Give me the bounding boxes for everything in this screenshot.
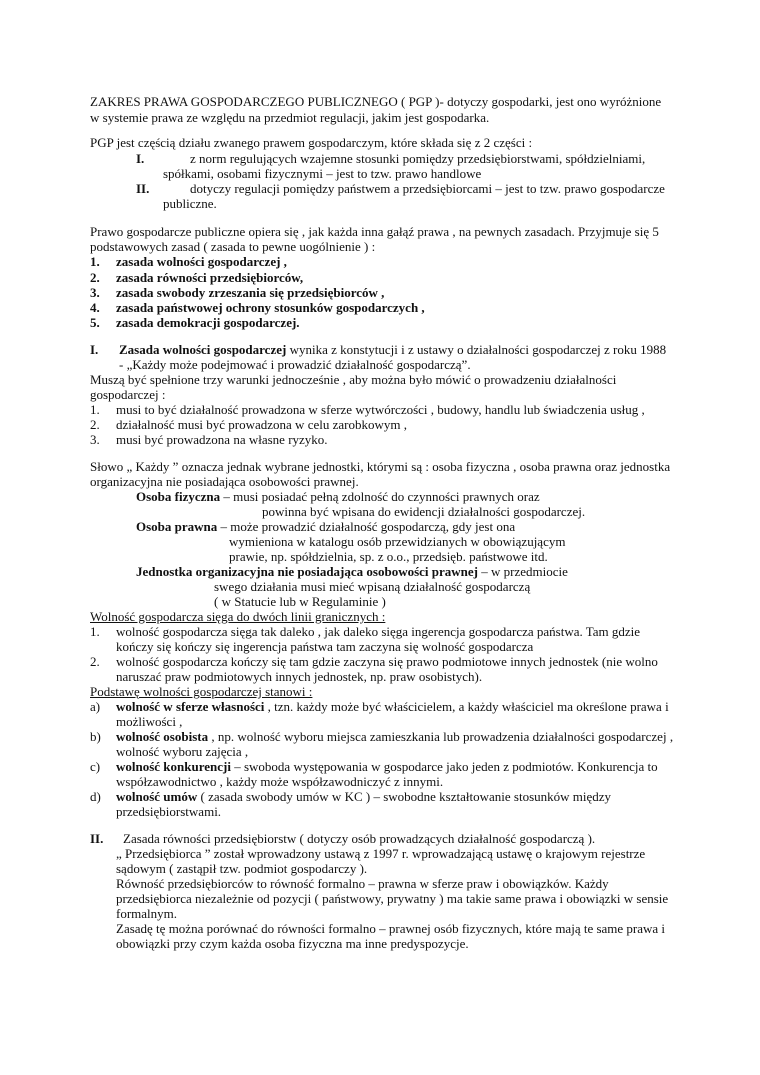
condition-text: musi być prowadzona na własne ryzyko.	[116, 432, 328, 447]
principle-text: zasada demokracji gospodarczej.	[116, 315, 300, 330]
basis-term: wolność umów	[116, 789, 198, 804]
condition-text: działalność musi być prowadzona w celu zarobkowym ,	[116, 417, 407, 432]
principles-lead: podstawowych zasad ( zasada to pewne uogólnienie ) :	[90, 239, 376, 254]
osoba-fizyczna	[136, 489, 540, 504]
definition-text: swego działania musi mieć wpisaną działalność gospodarczą	[214, 579, 531, 594]
basis-letter: d)	[90, 789, 101, 804]
principle-number: 1.	[90, 254, 100, 269]
principle-number: 2.	[90, 270, 100, 285]
conditions-lead: gospodarczej :	[90, 387, 166, 402]
basis-letter: a)	[90, 699, 101, 714]
definition-term: Osoba prawna	[136, 519, 218, 534]
definition-term: Osoba fizyczna	[136, 489, 221, 504]
basis-text: przedsiębiorstwami.	[116, 804, 222, 819]
section-paragraph: „ Przedsiębiorca ” został wprowadzony ustawą z 1997 r. wprowadzającą ustawę o krajowym rejestrze	[116, 846, 646, 861]
basis-item	[116, 759, 658, 774]
basis-term: wolność w sferze własności	[116, 699, 265, 714]
basis-text: możliwości ,	[116, 714, 183, 729]
definition-text: – w przedmiocie	[478, 564, 568, 579]
section-paragraph: obowiązki przy czym każda osoba fizyczna ma inne predyspozycje.	[116, 936, 469, 951]
pgp-lead: PGP jest częścią działu zwanego prawem gospodarczym, które składa się z 2 części :	[90, 135, 533, 150]
definition-text: ( w Statucie lub w Regulaminie )	[214, 594, 386, 609]
basis-item	[116, 789, 611, 804]
limit-number: 1.	[90, 624, 100, 639]
pgp-item-number: II.	[136, 181, 150, 196]
limit-number: 2.	[90, 654, 100, 669]
pgp-item-text: z norm regulujących wzajemne stosunki pomiędzy przedsiębiorstwami, spółdzielniami,	[190, 151, 646, 166]
condition-number: 2.	[90, 417, 100, 432]
kazdy-paragraph: organizacyjna nie posiadająca osobowości prawnej.	[90, 474, 359, 489]
principle-text: zasada wolności gospodarczej ,	[116, 254, 287, 269]
definition-text: – musi posiadać pełną zdolność do czynności prawnych oraz	[220, 489, 540, 504]
intro-line: ZAKRES PRAWA GOSPODARCZEGO PUBLICZNEGO ( PGP )- dotyczy gospodarki, jest ono wyróżnione	[90, 94, 662, 109]
definition-text: – może prowadzić działalność gospodarczą, gdy jest ona	[217, 519, 516, 534]
pgp-item-text: spółkami, osobami fizycznymi – jest to tzw. prawo handlowe	[163, 166, 482, 181]
condition-number: 3.	[90, 432, 100, 447]
basis-letter: b)	[90, 729, 101, 744]
basis-heading: Podstawę wolności gospodarczej stanowi :	[90, 684, 313, 699]
section-number: I.	[90, 342, 99, 357]
principle-text: zasada równości przedsiębiorców,	[116, 270, 304, 285]
basis-text: – swoboda występowania w gospodarce jako jeden z podmiotów. Konkurencja to	[230, 759, 658, 774]
conditions-lead: Muszą być spełnione trzy warunki jednocześnie , aby można było mówić o prowadzeniu działalności	[90, 372, 617, 387]
condition-text: musi to być działalność prowadzona w sferze wytwórczości , budowy, handlu lub świadczenia usług ,	[116, 402, 645, 417]
basis-letter: c)	[90, 759, 101, 774]
basis-term: wolność konkurencji	[116, 759, 231, 774]
basis-text: współzawodnictwo , każdy może współzawodniczyć z innymi.	[116, 774, 444, 789]
principle-text: zasada swobody zrzeszania się przedsiębiorców ,	[116, 285, 385, 300]
section-paragraph: przedsiębiorca niezależnie od pozycji ( państwowy, prywatny ) ma takie same prawa i obowiązki w sensie	[116, 891, 669, 906]
definition-text: prawie, np. spółdzielnia, sp. z o.o., przedsięb. państwowe itd.	[229, 549, 548, 564]
section-title-rest: wynika z konstytucji i z ustawy o działalności gospodarczej z roku 1988	[286, 342, 667, 357]
limit-text: wolność gospodarcza sięga tak daleko , jak daleko sięga ingerencja gospodarcza państwa. Tam gdzie	[116, 624, 641, 639]
condition-number: 1.	[90, 402, 100, 417]
quote: - „Każdy może podejmować i prowadzić działalność gospodarczą”.	[119, 357, 471, 372]
section-title: Zasada równości przedsiębiorstw ( dotyczy osób prowadzących działalność gospodarczą ).	[123, 831, 596, 846]
section-title: Zasada wolności gospodarczej	[119, 342, 287, 357]
definition-text: powinna być wpisana do ewidencji działalności gospodarczej.	[262, 504, 586, 519]
section-paragraph: Równość przedsiębiorców to równość formalno – prawna w sferze praw i obowiązków. Każdy	[116, 876, 609, 891]
section-paragraph: sądowym ( zastąpił tzw. podmiot gospodarczy ).	[116, 861, 368, 876]
section-number: II.	[90, 831, 104, 846]
section-heading	[119, 342, 666, 357]
principle-number: 4.	[90, 300, 100, 315]
kazdy-paragraph: Słowo „ Każdy ” oznacza jednak wybrane jednostki, którymi są : osoba fizyczna , osoba prawna oraz jednostka	[90, 459, 671, 474]
principle-number: 3.	[90, 285, 100, 300]
limit-text: wolność gospodarcza kończy się tam gdzie zaczyna się prawo podmiotowe innych jednostek (nie wolno	[116, 654, 658, 669]
basis-text: , np. wolność wyboru miejsca zamieszkania lub prowadzenia działalności gospodarczej ,	[208, 729, 674, 744]
section-paragraph: Zasadę tę można porównać do równości formalno – prawnej osób fizycznych, które mają te same prawa i	[116, 921, 666, 936]
osoba-prawna	[136, 519, 515, 534]
basis-text: ( zasada swobody umów w KC ) – swobodne kształtowanie stosunków między	[197, 789, 612, 804]
basis-item	[116, 729, 673, 744]
basis-text: wolność wyboru zajęcia ,	[116, 744, 249, 759]
definition-term: Jednostka organizacyjna nie posiadająca osobowości prawnej	[136, 564, 478, 579]
basis-text: , tzn. każdy może być właścicielem, a każdy właściciel ma określone prawa i	[264, 699, 669, 714]
basis-term: wolność osobista	[116, 729, 209, 744]
pgp-item-text: publiczne.	[163, 196, 217, 211]
jednostka-organizacyjna	[136, 564, 568, 579]
limits-heading: Wolność gospodarcza sięga do dwóch linii granicznych :	[90, 609, 386, 624]
principle-text: zasada państwowej ochrony stosunków gospodarczych ,	[116, 300, 425, 315]
pgp-item-number: I.	[136, 151, 145, 166]
definition-text: wymieniona w katalogu osób przewidzianych w obowiązującym	[229, 534, 566, 549]
principles-lead: Prawo gospodarcze publiczne opiera się , jak każda inna gałąź prawa , na pewnych zasadach. Przyjmuje się 5	[90, 224, 659, 239]
intro-line: w systemie prawa ze względu na przedmiot regulacji, jakim jest gospodarka.	[90, 110, 490, 125]
section-paragraph: formalnym.	[116, 906, 178, 921]
pgp-item-text: dotyczy regulacji pomiędzy państwem a przedsiębiorcami – jest to tzw. prawo gospodarcze	[190, 181, 665, 196]
basis-item	[116, 699, 669, 714]
limit-text: kończy się kończy się ingerencja państwa tam zaczyna się wolność gospodarcza	[116, 639, 534, 654]
limit-text: naruszać praw podmiotowych innych jednostek, np. praw osobistych).	[116, 669, 483, 684]
principle-number: 5.	[90, 315, 100, 330]
